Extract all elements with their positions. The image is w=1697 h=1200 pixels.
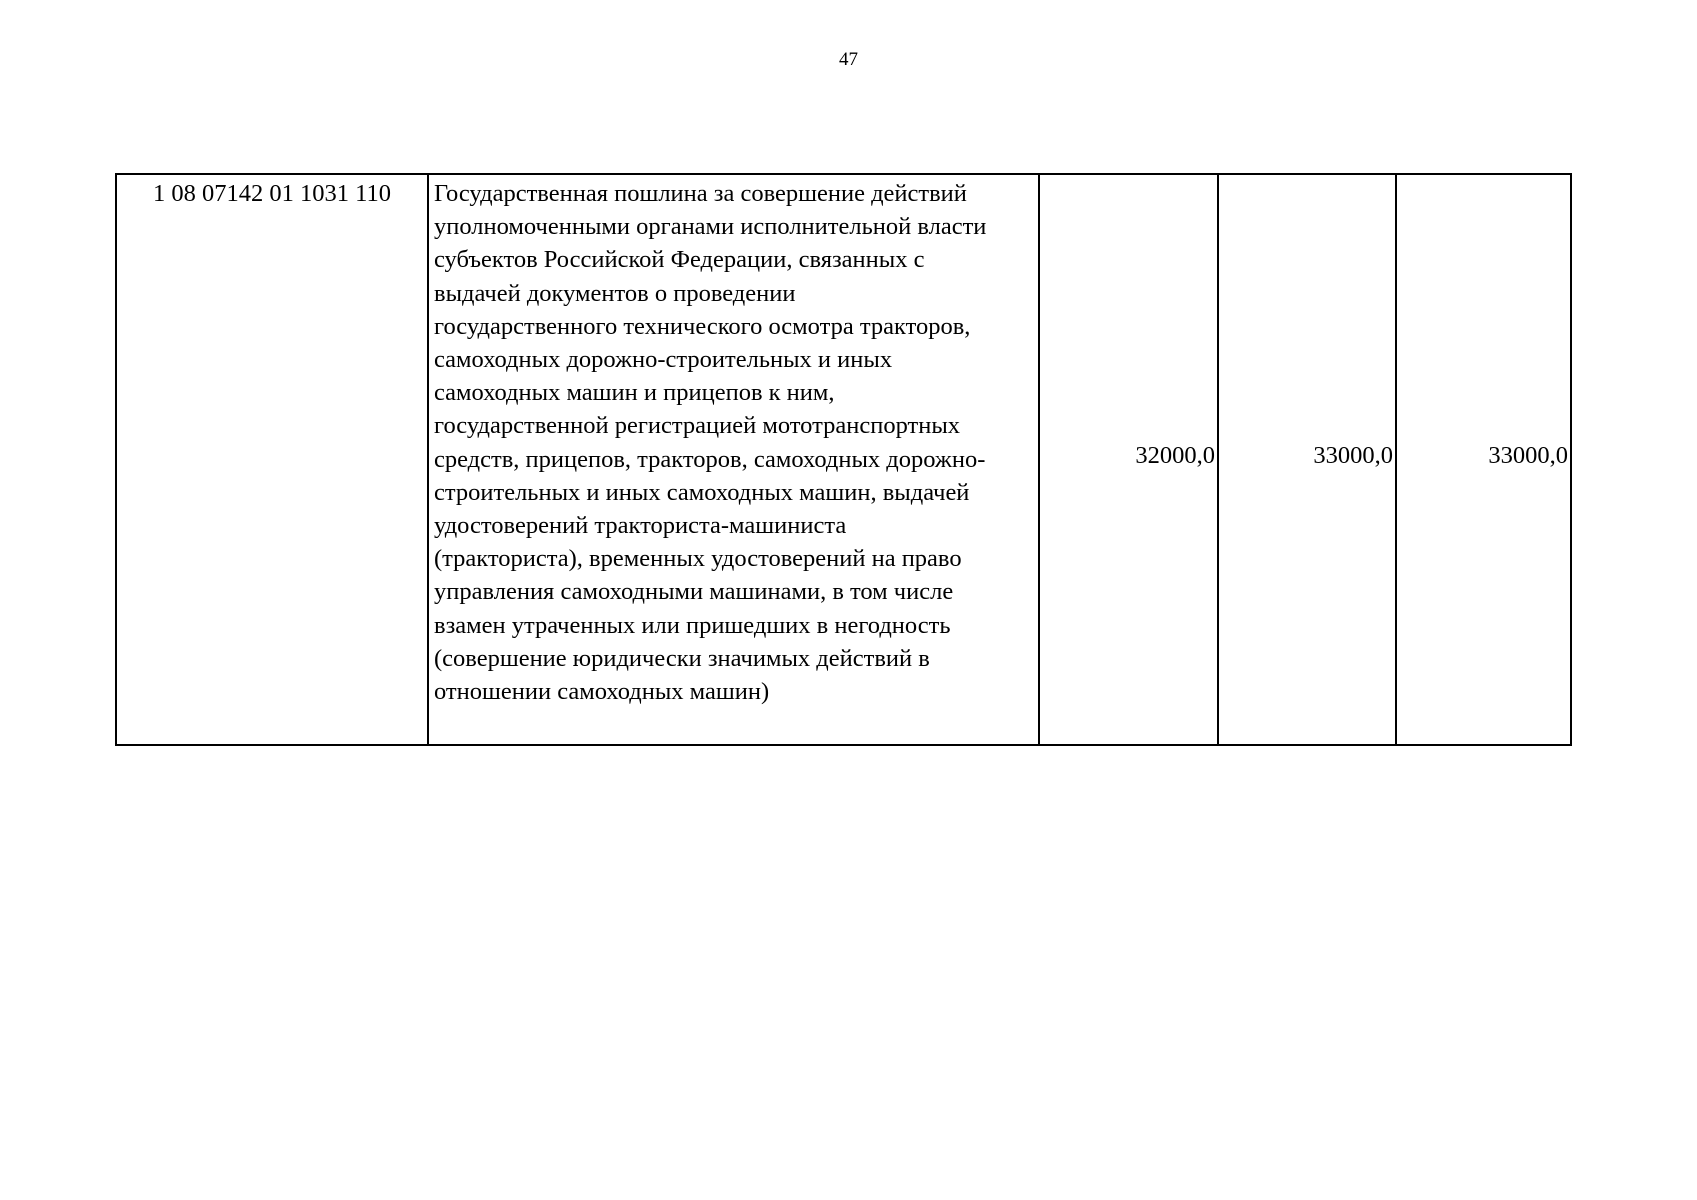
amount-cell-1 [1039,174,1218,745]
budget-code-cell: 1 08 07142 01 1031 110 [116,174,428,745]
description-cell: Государственная пошлина за совершение действий уполномоченными органами исполнительной власти субъектов Российской Федерации, связанных с выдачей документов о проведении государственного технического осмотра тракторов, самоходных дорожно-строительных и иных самоходных машин и прицепов к ним, государственной регистрацией мототранспортных средств, прицепов, тракторов, самоходных дорожно- строительных и иных самоходных машин, выдачей удостоверений тракториста-машиниста (тракториста), временных удостоверений на право управления самоходными машинами, в том числе взамен утраченных или пришедших в негодность (совершение юридически значимых действий в отношении самоходных машин) [428,174,1039,745]
table-row [116,174,1571,745]
amount-cell-3 [1396,174,1571,745]
budget-table [115,173,1572,746]
amount-value-1: 32000,0 [1135,442,1215,470]
amount-value-3: 33000,0 [1488,442,1568,470]
amount-value-2: 33000,0 [1313,442,1393,470]
amount-cell-2 [1218,174,1396,745]
page-number: 47 [839,49,858,70]
